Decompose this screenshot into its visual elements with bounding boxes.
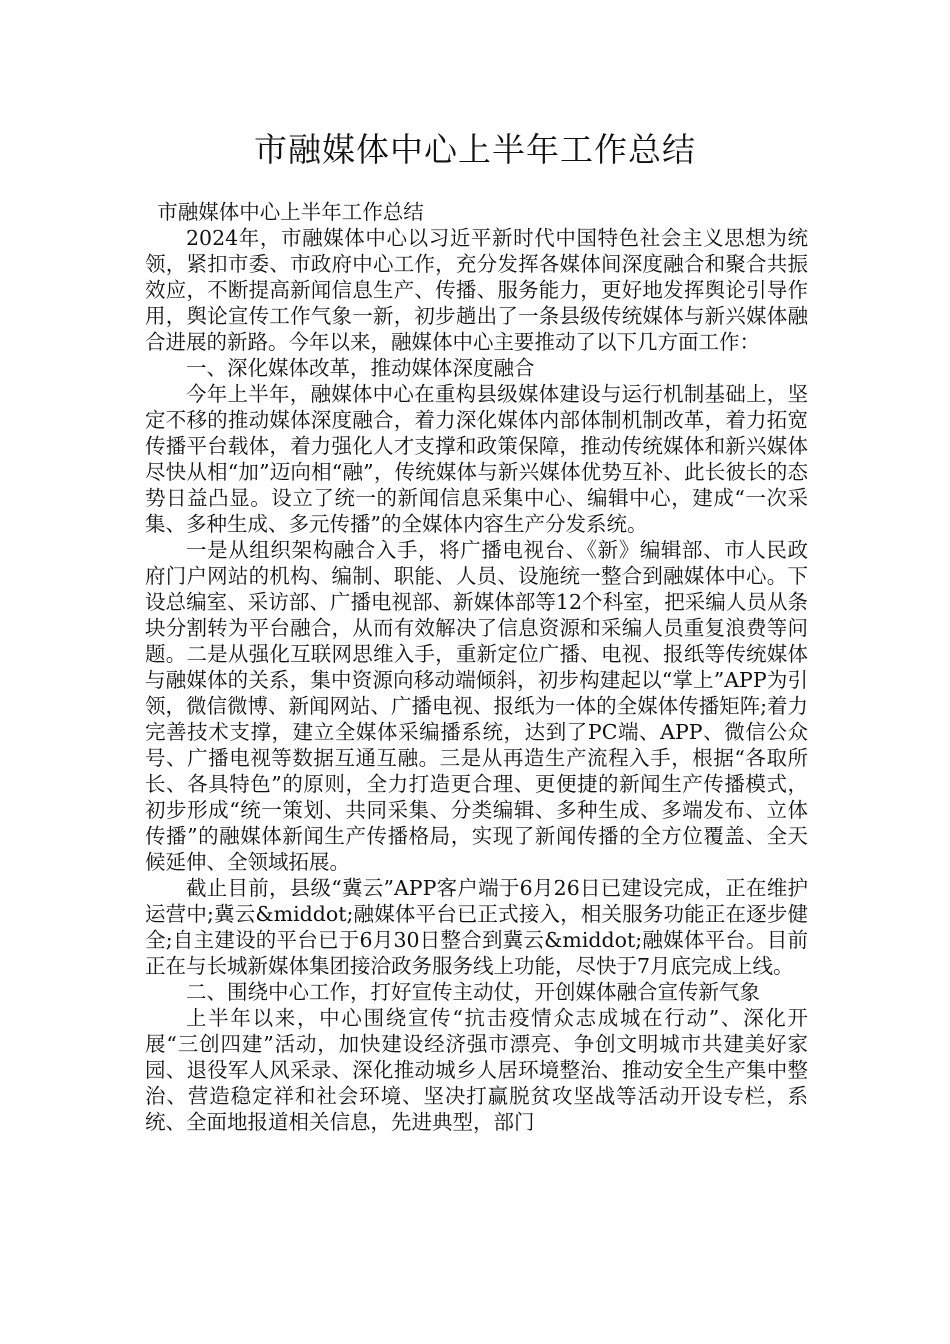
paragraph-publicity: 上半年以来，中心围绕宣传“抗击疫情众志成城在行动”、深化开展“三创四建”活动，加快建设经济强市漂亮、争创文明城市共建美好家园、退役军人风采录、深化推动城乡人居环境整治、推动安全生产集中整治、营造稳定祥和社会环境、坚决打赢脱贫攻坚战等活动开设专栏，系统、全面地报道相关信息，先进典型，部门 xyxy=(145,1006,808,1134)
document-subtitle: 市融媒体中心上半年工作总结 xyxy=(157,200,424,224)
document-title: 市融媒体中心上半年工作总结 xyxy=(254,130,696,169)
paragraph-measures: 一是从组织架构融合入手，将广播电视台、《新》编辑部、市人民政府门户网站的机构、编制、职能、人员、设施统一整合到融媒体中心。下设总编室、采访部、广播电视部、新媒体部等12个科室，把采编人员从条块分割转为平台融合，从而有效解决了信息资源和采编人员重复浪费等问题。二是从强化互联网思维入手，重新定位广播、电视、报纸等传统媒体与融媒体的关系，集中资源向移动端倾斜，初步构建起以“掌上”APP为引领，微信微博、新闻网站、广播电视、报纸为一体的全媒体传播矩阵;着力完善技术支撑，建立全媒体采编播系统，达到了PC端、APP、微信公众号、广播电视等数据互通互融。三是从再造生产流程入手，根据“各取所长、各具特色”的原则，全力打造更合理、更便捷的新闻生产传播模式，初步形成“统一策划、共同采集、分类编辑、多种生成、多端发布、立体传播”的融媒体新闻生产传播格局，实现了新闻传播的全方位覆盖、全天候延伸、全领域拓展。 xyxy=(145,538,808,874)
section-heading-1: 一、深化媒体改革，推动媒体深度融合 xyxy=(186,356,535,380)
paragraph-progress: 截止目前，县级“冀云”APP客户端于6月26日已建设完成，正在维护运营中;冀云&middot;融媒体平台已正式接入，相关服务功能正在逐步健全;自主建设的平台已于6月30日整合到冀云&middot;融媒体平台。目前正在与长城新媒体集团接洽政务服务线上功能，尽快于7月底完成上线。 xyxy=(145,876,808,978)
paragraph-intro: 2024年，市融媒体中心以习近平新时代中国特色社会主义思想为统领，紧扣市委、市政府中心工作，充分发挥各媒体间深度融合和聚合共振效应，不断提高新闻信息生产、传播、服务能力，更好地发挥舆论引导作用，舆论宣传工作气象一新，初步趟出了一条县级传统媒体与新兴媒体融合进展的新路。今年以来，融媒体中心主要推动了以下几方面工作： xyxy=(145,226,808,354)
paragraph-reform: 今年上半年，融媒体中心在重构县级媒体建设与运行机制基础上，坚定不移的推动媒体深度融合，着力深化媒体内部体制机制改革，着力拓宽传播平台载体，着力强化人才支撑和政策保障，推动传统媒体和新兴媒体尽快从相“加”迈向相“融”，传统媒体与新兴媒体优势互补、此长彼长的态势日益凸显。设立了统一的新闻信息采集中心、编辑中心，建成“一次采集、多种生成、多元传播”的全媒体内容生产分发系统。 xyxy=(145,382,808,536)
document-body xyxy=(145,199,808,1135)
section-heading-2: 二、围绕中心工作，打好宣传主动仗，开创媒体融合宣传新气象 xyxy=(186,980,760,1004)
